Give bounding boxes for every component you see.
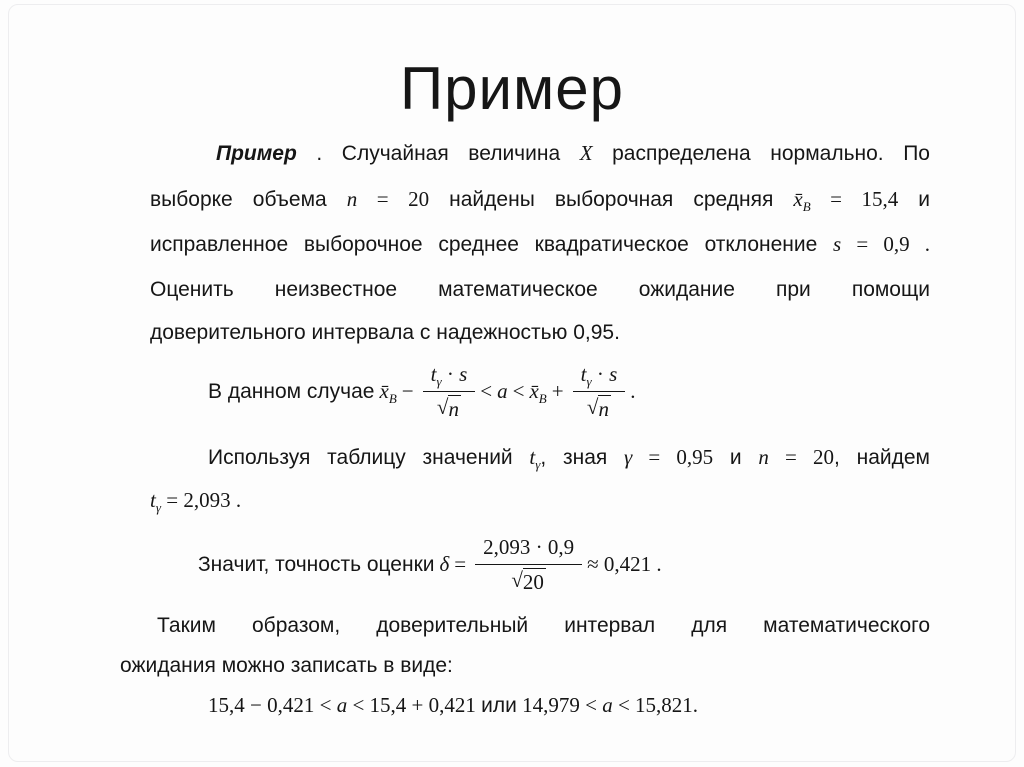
or-word: или [481,694,517,717]
text-run: , зная [540,446,624,469]
value-n: = 20 [357,187,430,211]
paragraph-line-2 [150,186,930,213]
text-run: , найдем [834,446,930,469]
fraction-numerator: $t_\gamma \cdot s$ [423,362,476,391]
var-xbar: $x̄_B$ [379,379,397,407]
paragraph-line-7 [150,444,930,471]
paragraph-line-5: доверительного интервала с надежностью 0,95. [150,321,620,344]
text-run: Используя таблицу значений [208,446,530,469]
minus-sign: − [401,379,414,404]
approx-result: ≈ 0,421 . [587,552,662,577]
text-run: . Случайная величина [296,142,580,165]
text-run: и [898,188,931,211]
fraction-denominator: √ 20 [511,567,544,594]
var-X: X [579,141,593,165]
var-n: n [758,445,769,469]
result-interval-line [208,692,1018,719]
fraction-denominator: √ n [436,394,459,421]
fraction-numerator: 2,093 · 0,9 [475,535,582,564]
example-label: Пример [216,142,297,165]
text-run: найдены выборочная средняя [429,188,794,211]
slide-title: Пример [400,55,624,122]
var-xbar: x̄ [793,187,803,211]
text-run: распределена нормально. По [592,142,930,165]
value-t-gamma: = 2,093 . [160,488,242,512]
fraction-delta [475,535,582,594]
var-t-gamma: $t_\gamma$ [150,488,161,516]
value-xbar: = 15,4 [810,187,899,211]
confidence-interval-formula [208,356,641,428]
interval-left: 15,4 − 0,421 < [208,693,337,717]
var-gamma: γ [623,445,633,469]
less-than-sign: < [512,379,525,404]
var-a: a [497,379,508,404]
var-delta: δ [439,552,450,577]
less-than-sign: < [480,379,493,404]
fraction-denominator: √ n [586,394,609,421]
text-run: выборке объема [150,188,347,211]
subscript-B: B [802,199,811,215]
text-run: и [713,446,759,469]
var-a: a [336,693,348,717]
plus-sign: + [551,379,564,404]
value-n: = 20 [768,445,835,469]
var-xbar: $x̄_B$ [529,379,547,407]
precision-formula [198,531,667,599]
equals-sign: = [454,552,467,577]
fraction-ts-sqrtn [573,362,626,421]
value-s: = 0,9 . [841,232,930,256]
interval-right-2: < 15,821. [612,693,699,717]
paragraph-line-1 [150,140,930,167]
interval-right: < 15,4 + 0,421 [347,693,482,717]
value-gamma: = 0,95 [632,445,714,469]
paragraph-line-3 [150,231,930,258]
paragraph-line-10: Таким образом, доверительный интервал для математического [157,614,930,637]
paragraph-line-8 [150,487,930,514]
var-n: n [346,187,358,211]
interval-left-2: 14,979 < [516,693,603,717]
text-run: исправленное выборочное среднее квадратическое отклонение [150,233,834,256]
text-run: Значит, точность оценки [198,553,435,577]
fraction-numerator: $t_\gamma \cdot s$ [573,362,626,391]
var-s: s [833,232,842,256]
var-a: a [602,693,613,717]
var-t-gamma: $t_\gamma$ [529,445,541,473]
paragraph-line-11: ожидания можно записать в виде: [120,654,453,677]
period: . [630,379,636,404]
fraction-ts-sqrtn [423,362,476,421]
text-run: В данном случае [208,380,375,404]
paragraph-line-4: Оценить неизвестное математическое ожидание при помощи [150,278,930,301]
